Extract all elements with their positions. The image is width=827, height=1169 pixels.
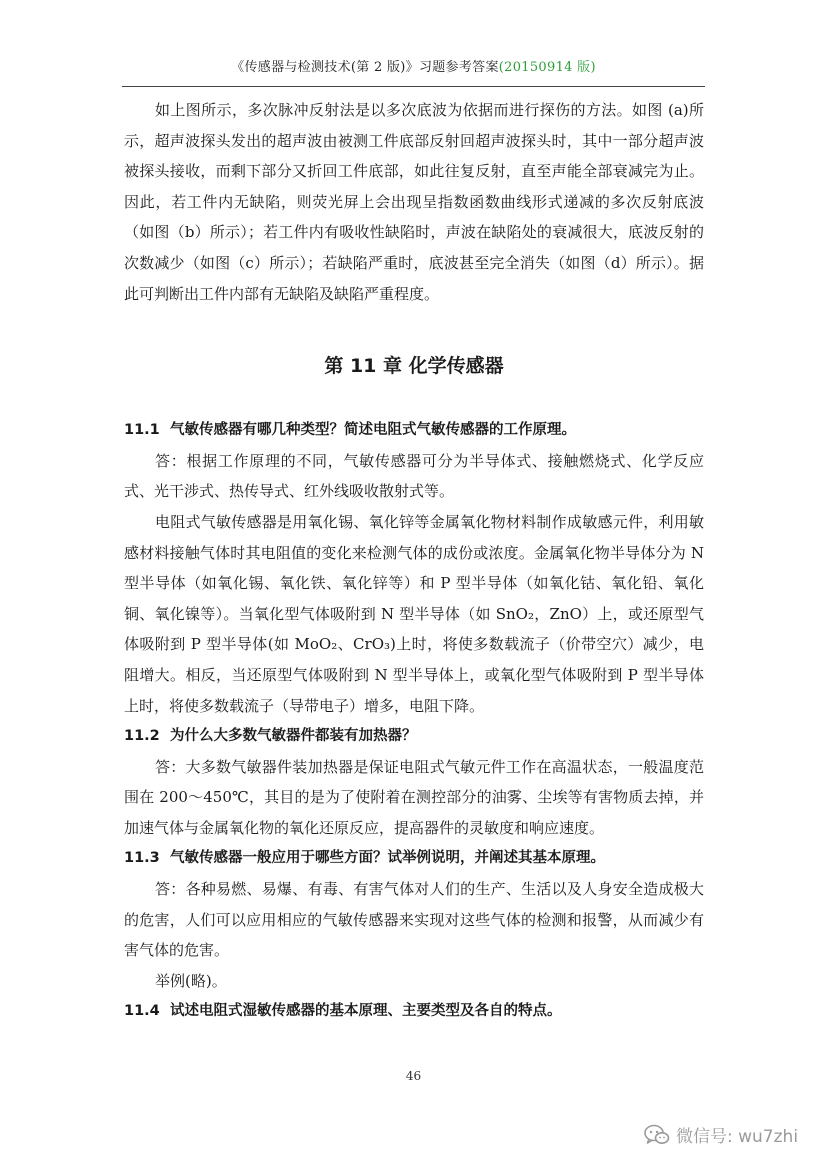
question-heading <box>124 415 704 446</box>
question-block <box>124 721 704 843</box>
header-title: 《传感器与检测技术(第 2 版)》习题参考答案 <box>231 60 499 75</box>
watermark-text: 微信号: wu7zhi <box>676 1127 799 1147</box>
question-number: 11.1 <box>124 422 160 439</box>
header-edition: (20150914 版) <box>498 60 596 75</box>
answer-paragraph: 答：各种易燃、易爆、有毒、有害气体对人们的生产、生活以及人身安全造成极大的危害，人们可以应用相应的气敏传感器来实现对这些气体的检测和报警，从而减少有害气体的危害。 <box>124 880 704 960</box>
intro-paragraph: 如上图所示，多次脉冲反射法是以多次底波为依据而进行探伤的方法。如图 (a)所示，超声波探头发出的超声波由被测工件底部反射回超声波探头时，其中一部分超声波被探头接收，而剩下部分又折回工件底部，如此往复反射，直至声能全部衰减完为止。因此，若工件内无缺陷，则荧光屏上会出现呈指数函数曲线形式递减的多次反射底波（如图（b）所示）；若工件内有吸收性缺陷时，声波在缺陷处的衰减很大，底波反射的次数减少（如图（c）所示）；若缺陷严重时，底波甚至完全消失（如图（d）所示）。据此可判断出工件内部有无缺陷及缺陷严重程度。 <box>124 101 704 303</box>
chapter-title: 第 11 章 化学传感器 <box>324 355 504 378</box>
page-header <box>0 56 827 75</box>
question-text: 气敏传感器一般应用于哪些方面？试举例说明，并阐述其基本原理。 <box>170 850 605 867</box>
question-number: 11.2 <box>124 728 160 745</box>
question-text: 试述电阻式湿敏传感器的基本原理、主要类型及各自的特点。 <box>170 1003 562 1020</box>
page-number: 46 <box>405 1069 422 1083</box>
question-heading <box>124 996 704 1027</box>
question-text: 气敏传感器有哪几种类型？简述电阻式气敏传感器的工作原理。 <box>170 422 576 439</box>
header-divider <box>122 86 705 87</box>
question-number: 11.4 <box>124 1003 160 1020</box>
answer-paragraph: 举例(略)。 <box>155 971 227 990</box>
answer-paragraph: 答：根据工作原理的不同，气敏传感器可分为半导体式、接触燃烧式、化学反应式、光干涉式、热传导式、红外线吸收散射式等。 <box>124 451 704 501</box>
question-text: 为什么大多数气敏器件都装有加热器？ <box>170 728 417 745</box>
question-block <box>124 843 704 996</box>
wechat-icon <box>644 1124 670 1146</box>
question-block <box>124 996 704 1027</box>
wechat-watermark <box>644 1122 798 1147</box>
question-heading <box>124 843 704 874</box>
answer-paragraph: 答：大多数气敏器件装加热器是保证电阻式气敏元件工作在高温状态，一般温度范围在 200～450℃，其目的是为了使附着在测控部分的油雾、尘埃等有害物质去掉，并加速气体与金属氧化物的氧化还原反应，提高器件的灵敏度和响应速度。 <box>124 757 704 837</box>
page-body <box>124 95 704 1027</box>
answer-paragraph: 电阻式气敏传感器是用氧化锡、氧化锌等金属氧化物材料制作成敏感元件，利用敏感材料接触气体时其电阻值的变化来检测气体的成份或浓度。金属氧化物半导体分为 N 型半导体（如氧化锡、氧化铁、氧化锌等）和 P 型半导体（如氧化钴、氧化铅、氧化铜、氧化镍等）。当氧化型气体吸附到 N 型半导体（如 SnO₂，ZnO）上，或还原型气体吸附到 P 型半导体(如 MoO₂、CrO₃)上时，将使多数载流子（价带空穴）减少，电阻增大。相反，当还原型气体吸附到 N 型半导体上，或氧化型气体吸附到 P 型半导体上时，将使多数载流子（导带电子）增多，电阻下降。 <box>124 512 704 715</box>
question-number: 11.3 <box>124 850 160 867</box>
question-block <box>124 415 704 721</box>
question-heading <box>124 721 704 752</box>
